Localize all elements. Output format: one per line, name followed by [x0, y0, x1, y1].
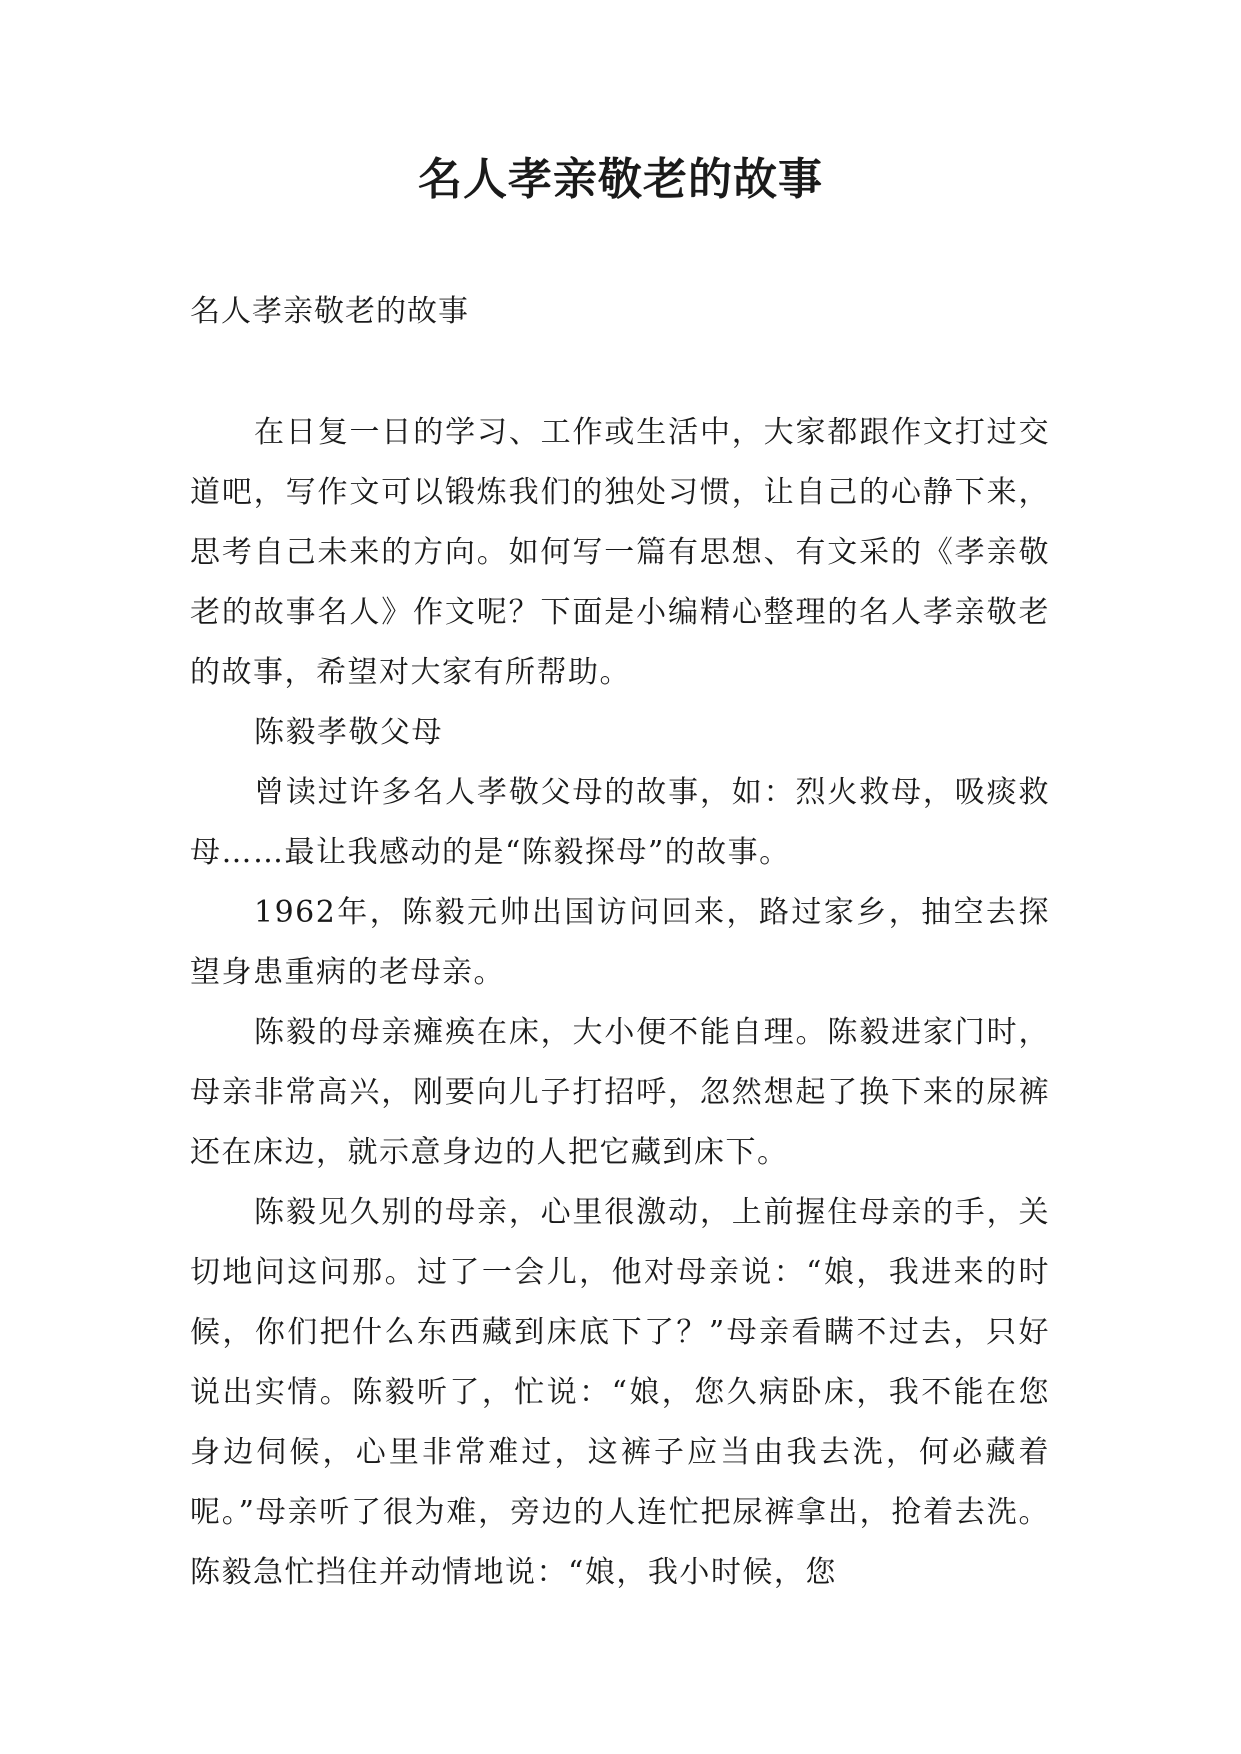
paragraph: 曾读过许多名人孝敬父母的故事，如：烈火救母，吸痰救母……最让我感动的是“陈毅探母”的故事。	[190, 775, 1050, 870]
paragraph: 1962年，陈毅元帅出国访问回来，路过家乡，抽空去探望身患重病的老母亲。	[190, 895, 1050, 990]
paragraph: 陈毅见久别的母亲，心里很激动，上前握住母亲的手，关切地问这问那。过了一会儿，他对母亲说：“娘，我进来的时候，你们把什么东西藏到床底下了？”母亲看瞒不过去，只好说出实情。陈毅听了，忙说：“娘，您久病卧床，我不能在您身边伺候，心里非常难过，这裤子应当由我去洗，何必藏着呢。”母亲听了很为难，旁边的人连忙把尿裤拿出，抢着去洗。陈毅急忙挡住并动情地说：“娘，我小时候，您	[190, 1195, 1050, 1590]
paragraph-intro: 在日复一日的学习、工作或生活中，大家都跟作文打过交道吧，写作文可以锻炼我们的独处习惯，让自己的心静下来，思考自己未来的方向。如何写一篇有思想、有文采的《孝亲敬老的故事名人》作文呢？下面是小编精心整理的名人孝亲敬老的故事，希望对大家有所帮助。	[190, 415, 1050, 690]
document-body	[190, 403, 1050, 1603]
document-subtitle: 名人孝亲敬老的故事	[190, 294, 469, 329]
section-heading: 陈毅孝敬父母	[254, 715, 443, 750]
paragraph: 陈毅的母亲瘫痪在床，大小便不能自理。陈毅进家门时，母亲非常高兴，刚要向儿子打招呼，忽然想起了换下来的尿裤还在床边，就示意身边的人把它藏到床下。	[190, 1015, 1050, 1170]
document-title: 名人孝亲敬老的故事	[418, 154, 823, 205]
